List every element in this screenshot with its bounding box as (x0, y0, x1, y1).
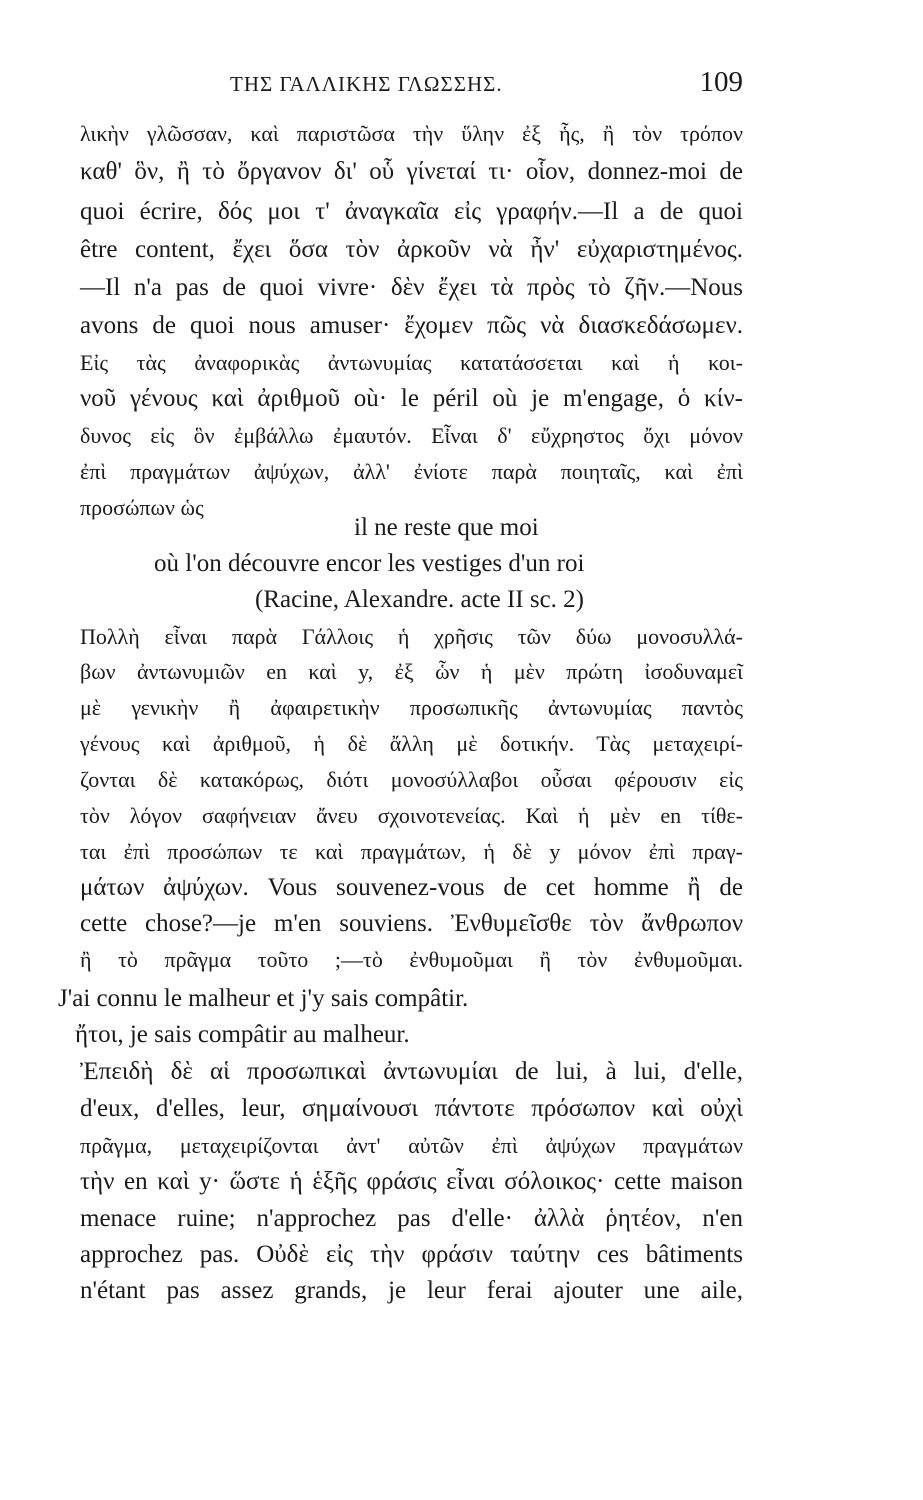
text-line: λικὴν γλῶσσαν, καὶ παριστῶσα τὴν ὕλην ἐξ ἧς, ἢ τὸν τρόπον (80, 121, 743, 146)
text-line: quoi écrire, δός μοι τ' ἀναγκαῖα εἰς γραφήν.—Il a de quoi (80, 198, 743, 225)
text-line: μὲ γενικὴν ἢ ἀφαιρετικὴν προσωπικῆς ἀντωνυμίας παντὸς (80, 695, 743, 720)
page-header (80, 66, 743, 106)
text-line: δυνος εἰς ὃν ἐμβάλλω ἐμαυτόν. Εἶναι δ' εὔχρηστος ὄχι μόνον (80, 423, 743, 448)
text-line: ἤτοι, je sais compâtir au malheur. (75, 1021, 410, 1048)
text-line: ἐπὶ πραγμάτων ἀψύχων, ἀλλ' ἐνίοτε παρὰ ποιηταῖς, καὶ ἐπὶ (80, 459, 743, 484)
text-line: προσώπων ὡς (80, 495, 204, 520)
text-line: ται ἐπὶ προσώπων τε καὶ πραγμάτων, ἡ δὲ y μόνον ἐπὶ πραγ- (80, 839, 743, 864)
text-line: τὸν λόγον σαφήνειαν ἄνευ σχοινοτενείας. Καὶ ἡ μὲν en τίθε- (80, 803, 743, 828)
verse-line: il ne reste que moi (354, 514, 539, 541)
text-line: Πολλὴ εἶναι παρὰ Γάλλοις ἡ χρῆσις τῶν δύω μονοσυλλά- (80, 624, 743, 649)
text-line: ἢ τὸ πρᾶγμα τοῦτο ;—τὸ ἐνθυμοῦμαι ἢ τὸν ἐνθυμοῦμαι. (80, 947, 743, 972)
quote-line: J'ai connu le malheur et j'y sais compâtir. (58, 985, 469, 1012)
text-line: ζονται δὲ κατακόρως, διότι μονοσύλλαβοι οὖσαι φέρουσιν εἰς (80, 767, 743, 792)
text-line: avons de quoi nous amuser· ἔχομεν πῶς νὰ διασκεδάσωμεν. (80, 312, 743, 339)
text-line: πρᾶγμα, μεταχειρίζονται ἀντ' αὐτῶν ἐπὶ ἀψύχων πραγμάτων (80, 1133, 743, 1158)
text-line: cette chose?—je m'en souviens. Ἐνθυμεῖσθε τὸν ἄνθρωπον (80, 910, 743, 937)
page-number: 109 (699, 66, 743, 98)
text-line: approchez pas. Οὐδὲ εἰς τὴν φράσιν ταύτην ces bâtiments (80, 1241, 743, 1268)
text-line: Ἐπειδὴ δὲ αἱ προσωπικαὶ ἀντωνυμίαι de lui, à lui, d'elle, (80, 1058, 743, 1085)
text-line: μάτων ἀψύχων. Vous souvenez-vous de cet homme ἢ de (80, 874, 743, 901)
text-line: βων ἀντωνυμιῶν en καὶ y, ἐξ ὧν ἡ μὲν πρώτη ἰσοδυναμεῖ (80, 659, 743, 684)
text-line: menace ruine; n'approchez pas d'elle· ἀλλὰ ῥητέον, n'en (80, 1205, 743, 1232)
text-line: —Il n'a pas de quoi vivre· δὲν ἔχει τὰ πρὸς τὸ ζῆν.—Nous (80, 274, 743, 301)
citation-line: (Racine, Alexandre. acte II sc. 2) (255, 586, 585, 613)
text-line: Εἰς τὰς ἀναφορικὰς ἀντωνυμίας κατατάσσεται καὶ ἡ κοι- (80, 350, 743, 375)
running-head: ΤΗΣ ΓΑΛΛΙΚΗΣ ΓΛΩΣΣΗΣ. (230, 72, 503, 96)
text-line: τὴν en καὶ y· ὥστε ἡ ἑξῆς φράσις εἶναι σόλοικος· cette maison (80, 1168, 743, 1195)
text-line: n'étant pas assez grands, je leur ferai ajouter une aile, (80, 1277, 743, 1304)
text-line: d'eux, d'elles, leur, σημαίνουσι πάντοτε πρόσωπον καὶ οὐχὶ (80, 1095, 743, 1122)
text-line: καθ' ὃν, ἢ τὸ ὄργανον δι' οὗ γίνεταί τι· οἷον, donnez-moi de (80, 158, 743, 185)
text-line: γένους καὶ ἀριθμοῦ, ἡ δὲ ἄλλη μὲ δοτικήν. Τὰς μεταχειρί- (80, 731, 743, 756)
verse-line: où l'on découvre encor les vestiges d'un roi (154, 550, 585, 577)
text-line: νοῦ γένους καὶ ἀριθμοῦ où· le péril où je m'engage, ὁ κίν- (80, 385, 743, 412)
text-line: être content, ἔχει ὅσα τὸν ἀρκοῦν νὰ ἦν' εὐχαριστημένος. (80, 236, 743, 263)
